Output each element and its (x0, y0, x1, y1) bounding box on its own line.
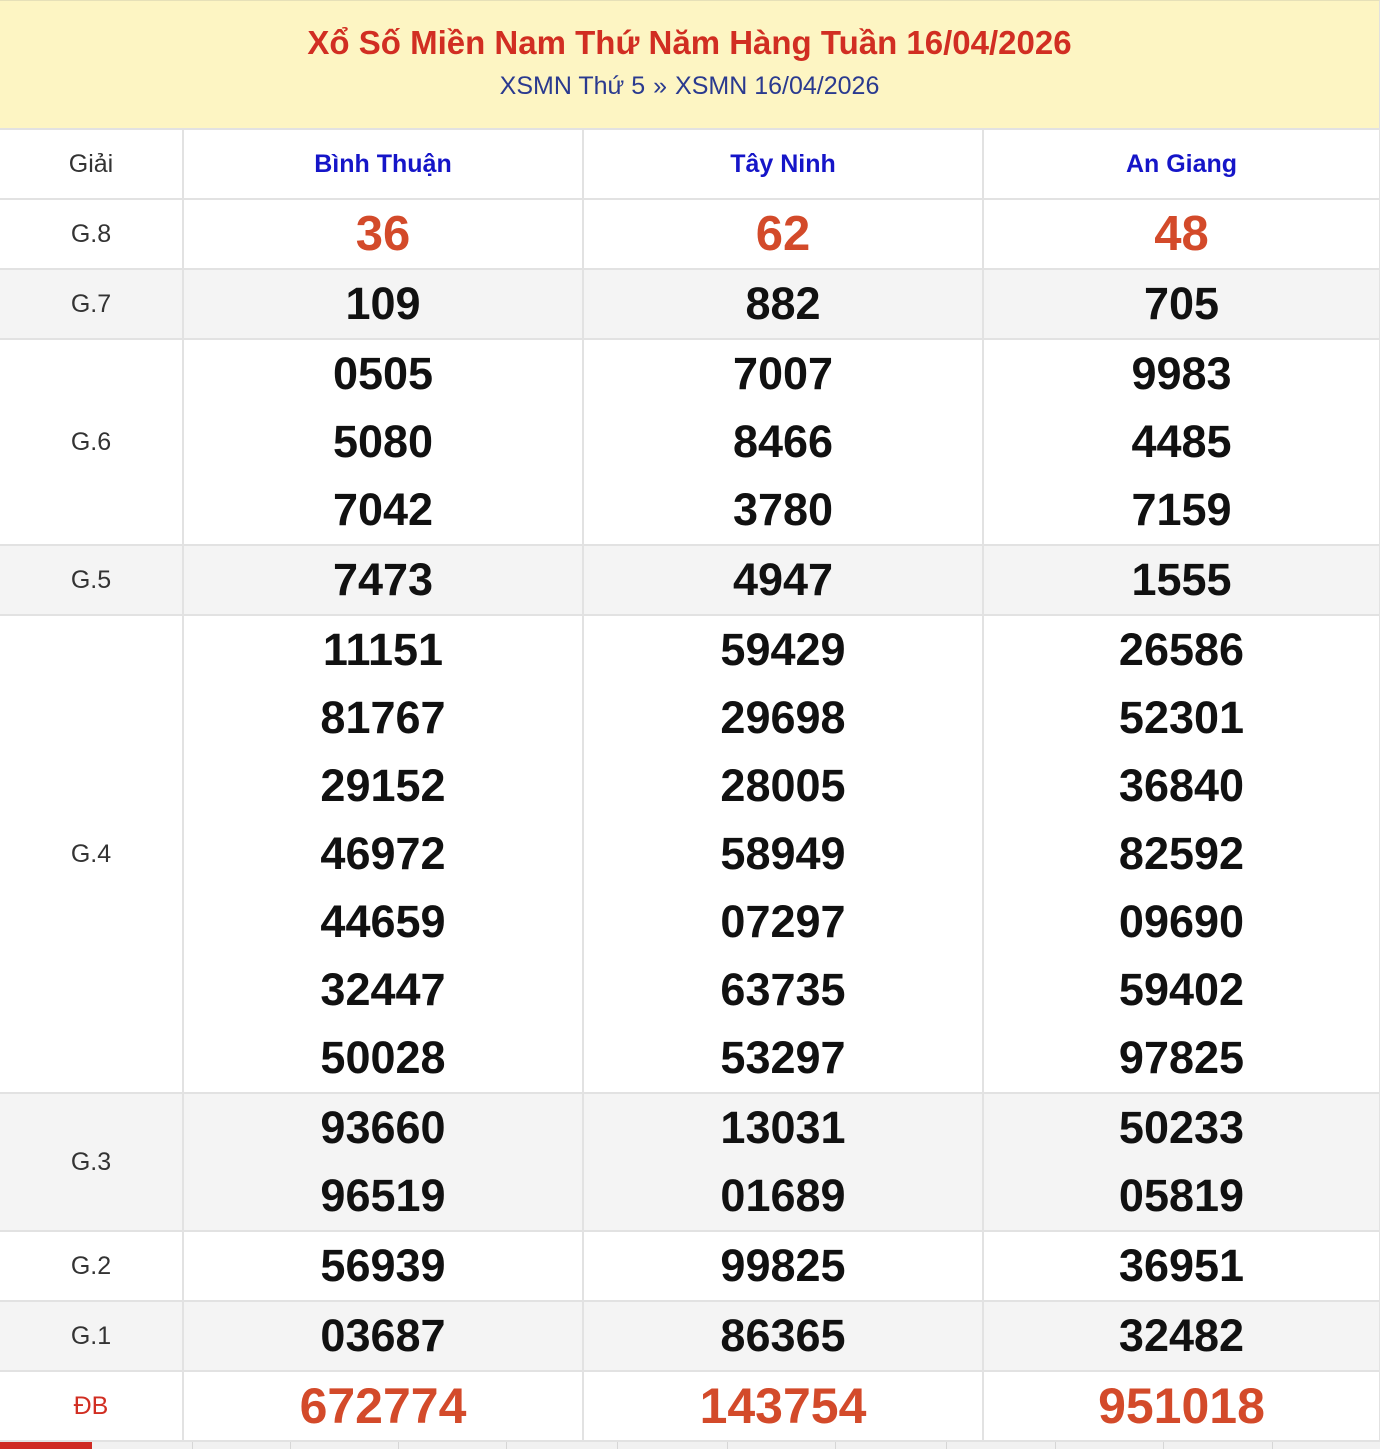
result-number: 52301 (1118, 692, 1245, 743)
result-cell-binh-thuan (183, 339, 583, 545)
prize-label: G.4 (0, 615, 183, 1093)
prize-row (0, 1371, 1380, 1441)
prize-row (0, 545, 1380, 615)
result-cell-tay-ninh (583, 269, 983, 339)
result-number: 36951 (1118, 1240, 1245, 1291)
result-cell-an-giang (983, 269, 1380, 339)
result-number: 58949 (720, 828, 846, 879)
result-number: 32447 (320, 964, 446, 1015)
prize-row (0, 1231, 1380, 1301)
result-number: 82592 (1118, 828, 1245, 879)
prize-label: G.8 (0, 199, 183, 269)
result-cell-an-giang (983, 1231, 1380, 1301)
result-number: 672774 (299, 1378, 467, 1434)
prize-row (0, 339, 1380, 545)
result-number: 3780 (732, 484, 834, 535)
result-cell-binh-thuan (183, 615, 583, 1093)
result-cell-binh-thuan (183, 1231, 583, 1301)
result-cell-tay-ninh (583, 1231, 983, 1301)
result-cell-tay-ninh (583, 1301, 983, 1371)
results-body (0, 199, 1380, 1441)
result-number: 44659 (320, 896, 446, 947)
result-number: 1555 (1131, 554, 1232, 605)
result-cell-binh-thuan (183, 199, 583, 269)
result-cell-an-giang (983, 199, 1380, 269)
result-number: 59429 (720, 624, 846, 675)
result-number: 50233 (1118, 1102, 1245, 1153)
breadcrumb-separator: » (653, 72, 668, 100)
result-number: 63735 (720, 964, 846, 1015)
lottery-results-table (0, 128, 1380, 1442)
result-cell-tay-ninh (583, 199, 983, 269)
prize-row (0, 269, 1380, 339)
prize-label: ĐB (0, 1371, 183, 1441)
result-number: 882 (745, 278, 821, 329)
result-number: 28005 (720, 760, 846, 811)
prize-label: G.5 (0, 545, 183, 615)
result-number: 50028 (320, 1032, 446, 1083)
province-header-binh-thuan[interactable]: Bình Thuận (183, 129, 583, 199)
result-number: 7042 (332, 484, 434, 535)
result-cell-an-giang (983, 1371, 1380, 1441)
result-cell-tay-ninh (583, 339, 983, 545)
breadcrumb-link-date[interactable]: XSMN 16/04/2026 (675, 72, 880, 100)
prize-label: G.7 (0, 269, 183, 339)
result-number: 7159 (1131, 484, 1232, 535)
result-number: 99825 (720, 1240, 846, 1291)
result-cell-an-giang (983, 545, 1380, 615)
result-number: 29698 (720, 692, 846, 743)
result-number: 36 (355, 207, 411, 261)
result-cell-an-giang (983, 339, 1380, 545)
province-header-tay-ninh[interactable]: Tây Ninh (583, 129, 983, 199)
result-cell-binh-thuan (183, 1301, 583, 1371)
prize-column-header: Giải (0, 129, 183, 199)
result-number: 62 (755, 207, 811, 261)
result-number: 59402 (1118, 964, 1245, 1015)
prize-row (0, 1301, 1380, 1371)
prize-row (0, 1093, 1380, 1231)
result-number: 143754 (699, 1378, 867, 1434)
result-number: 96519 (320, 1170, 446, 1221)
result-number: 9983 (1131, 348, 1232, 399)
result-number: 53297 (720, 1032, 846, 1083)
prize-row (0, 615, 1380, 1093)
breadcrumb-link-weekday[interactable]: XSMN Thứ 5 (499, 72, 646, 100)
result-number: 13031 (720, 1102, 846, 1153)
result-number: 7007 (732, 348, 834, 399)
result-number: 36840 (1118, 760, 1245, 811)
result-number: 4947 (732, 554, 834, 605)
result-number: 7473 (332, 554, 434, 605)
result-number: 32482 (1118, 1310, 1245, 1361)
result-number: 86365 (720, 1310, 846, 1361)
prize-label: G.6 (0, 339, 183, 545)
province-header-an-giang[interactable]: An Giang (983, 129, 1380, 199)
result-number: 93660 (320, 1102, 446, 1153)
result-cell-binh-thuan (183, 1093, 583, 1231)
result-number: 09690 (1118, 896, 1245, 947)
result-number: 8466 (732, 416, 834, 467)
prize-label: G.3 (0, 1093, 183, 1231)
result-number: 48 (1154, 207, 1209, 261)
result-number: 5080 (332, 416, 434, 467)
result-number: 705 (1143, 278, 1220, 329)
result-number: 951018 (1098, 1378, 1265, 1434)
result-number: 109 (345, 278, 421, 329)
prize-label: G.2 (0, 1231, 183, 1301)
result-number: 46972 (320, 828, 446, 879)
page-title: Xổ Số Miền Nam Thứ Năm Hàng Tuần 16/04/2026 (307, 24, 1072, 61)
result-cell-tay-ninh (583, 615, 983, 1093)
result-number: 01689 (720, 1170, 846, 1221)
result-cell-an-giang (983, 1301, 1380, 1371)
prize-row (0, 199, 1380, 269)
result-number: 05819 (1118, 1170, 1245, 1221)
result-cell-binh-thuan (183, 269, 583, 339)
result-cell-tay-ninh (583, 1371, 983, 1441)
result-number: 26586 (1118, 624, 1245, 675)
result-cell-an-giang (983, 1093, 1380, 1231)
result-number: 56939 (320, 1240, 446, 1291)
results-header (0, 0, 1380, 128)
result-cell-binh-thuan (183, 545, 583, 615)
result-cell-binh-thuan (183, 1371, 583, 1441)
result-number: 07297 (720, 896, 846, 947)
result-number: 81767 (320, 692, 446, 743)
result-number: 29152 (320, 760, 446, 811)
result-number: 0505 (332, 348, 434, 399)
result-cell-an-giang (983, 615, 1380, 1093)
result-number: 11151 (322, 624, 444, 675)
prize-label: G.1 (0, 1301, 183, 1371)
result-cell-tay-ninh (583, 545, 983, 615)
breadcrumb (0, 71, 1379, 101)
result-cell-tay-ninh (583, 1093, 983, 1231)
result-number: 97825 (1118, 1032, 1245, 1083)
result-number: 4485 (1131, 416, 1232, 467)
result-number: 03687 (320, 1310, 446, 1361)
